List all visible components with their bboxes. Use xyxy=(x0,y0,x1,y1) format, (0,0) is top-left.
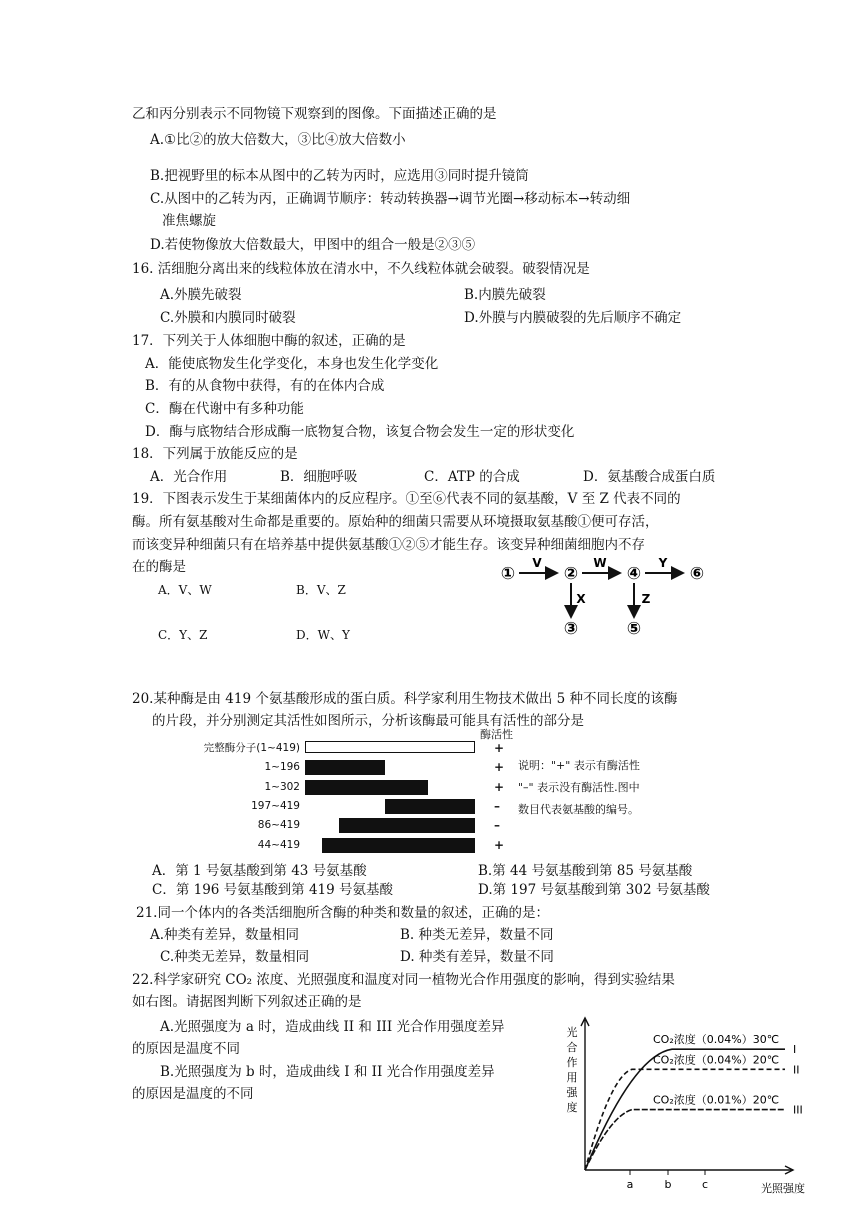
fragment-bar xyxy=(305,741,475,753)
series-name-III: III xyxy=(793,1103,803,1117)
x-axis-label: 光照强度 xyxy=(761,1182,805,1195)
node-6: ⑥ xyxy=(689,564,705,584)
q20-stem-line1: 20.某种酶是由 419 个氨基酸形成的蛋白质。科学家利用生物技术做出 5 种不同长度的该酶 xyxy=(132,691,678,707)
series-name-I: I xyxy=(793,1043,797,1057)
enzyme-v-label: V xyxy=(532,556,542,570)
q20-option-c: C．第 196 号氨基酸到第 419 号氨基酸 xyxy=(152,882,394,898)
fragment-activity: + xyxy=(494,741,505,755)
y-axis-label-char: 作 xyxy=(566,1056,578,1069)
q18-option-c: C．ATP 的合成 xyxy=(424,469,520,485)
q15-option-d: D.若使物像放大倍数最大，甲图中的组合一般是②③⑤ xyxy=(150,237,476,253)
q15-stem-end: 乙和丙分别表示不同物镜下观察到的图像。下面描述正确的是 xyxy=(132,106,497,122)
node-1: ① xyxy=(500,564,516,584)
q17-option-b: B．有的从食物中获得，有的在体内合成 xyxy=(145,378,385,394)
q22-stem-line2: 如右图。请据图判断下列叙述正确的是 xyxy=(132,994,362,1010)
fragment-label: 86~419 xyxy=(257,819,300,832)
q15-option-c-line2: 准焦螺旋 xyxy=(162,213,216,229)
x-tick-label: b xyxy=(664,1178,672,1191)
q22-stem-line1: 22.科学家研究 CO₂ 浓度、光照强度和温度对同一植物光合作用强度的影响，得到实验结果 xyxy=(132,972,675,988)
x-tick-label: c xyxy=(701,1178,709,1191)
y-axis-label-char: 用 xyxy=(566,1071,578,1084)
y-axis-label-char: 合 xyxy=(566,1041,578,1054)
q20-option-d: D.第 197 号氨基酸到第 302 号氨基酸 xyxy=(478,882,710,898)
enzyme-z-label: Z xyxy=(641,592,651,606)
y-axis-label-char: 强 xyxy=(566,1086,578,1099)
fragment-bar xyxy=(305,780,428,795)
y-axis-label-char: 度 xyxy=(566,1101,578,1114)
q19-stem-line4: 在的酶是 xyxy=(132,559,186,575)
fragment-activity: – xyxy=(494,798,500,813)
fragment-label: 完整酶分子(1~419) xyxy=(203,742,300,754)
q16-option-b: B.内膜先破裂 xyxy=(464,287,546,303)
series-label-III: CO₂浓度（0.01%）20℃ xyxy=(653,1093,780,1107)
q16-option-c: C.外膜和内膜同时破裂 xyxy=(160,310,296,326)
q18-option-a: A．光合作用 xyxy=(150,469,228,485)
q17-option-d: D．酶与底物结合形成酶一底物复合物，该复合物会发生一定的形状变化 xyxy=(145,424,575,440)
q20-stem-line2: 的片段，并分别测定其活性如图所示，分析该酶最可能具有活性的部分是 xyxy=(152,713,584,729)
q18-option-d: D．氨基酸合成蛋白质 xyxy=(583,469,716,485)
fragment-bar xyxy=(322,838,475,853)
q18-option-b: B．细胞呼吸 xyxy=(280,469,358,485)
q20-option-b: B.第 44 号氨基酸到第 85 号氨基酸 xyxy=(478,863,693,879)
q21-option-d: D. 种类有差异，数量不同 xyxy=(400,949,554,965)
fragment-activity: – xyxy=(494,818,500,833)
fragment-label: 44~419 xyxy=(257,838,300,851)
series-label-II: CO₂浓度（0.04%）20℃ xyxy=(653,1053,780,1067)
activity-column-header: 酶活性 xyxy=(480,728,513,741)
q22-option-b-line2: 的原因是温度的不同 xyxy=(132,1086,254,1102)
node-4: ④ xyxy=(626,564,642,584)
q19-stem-line1: 19．下图表示发生于某细菌体内的反应程序。①至⑥代表不同的氨基酸，V 至 Z 代表不同的 xyxy=(132,491,681,507)
q21-stem: 21.同一个体内的各类活细胞所含酶的种类和数量的叙述，正确的是： xyxy=(136,905,549,921)
q21-option-b: B. 种类无差异，数量不同 xyxy=(400,927,554,943)
x-tick-label: a xyxy=(626,1178,634,1191)
q19-option-c: C．Y、Z xyxy=(158,628,208,642)
q21-option-a: A.种类有差异，数量相同 xyxy=(150,927,300,943)
q19-stem-line2: 酶。所有氨基酸对生命都是重要的。原始种的细菌只需要从环境摄取氨基酸①便可存活， xyxy=(132,514,659,530)
legend-note-line3: 数目代表氨基酸的编号。 xyxy=(518,803,639,816)
q21-option-c: C.种类无差异，数量相同 xyxy=(160,949,310,965)
q17-stem: 17．下列关于人体细胞中酶的叙述，正确的是 xyxy=(132,333,406,349)
q17-option-c: C．酶在代谢中有多种功能 xyxy=(145,401,304,417)
fragment-activity: + xyxy=(494,779,505,794)
fragment-label: 197~419 xyxy=(251,799,300,812)
q16-stem: 16. 活细胞分离出来的线粒体放在清水中，不久线粒体就会破裂。破裂情况是 xyxy=(132,261,590,277)
q19-option-a: A．V、W xyxy=(158,583,212,597)
q15-option-a: A.①比②的放大倍数大，③比④放大倍数小 xyxy=(150,132,406,148)
node-3: ③ xyxy=(563,619,579,639)
enzyme-x-label: X xyxy=(576,592,586,606)
enzyme-y-label: Y xyxy=(658,556,668,570)
fragment-label: 1~196 xyxy=(264,761,300,774)
legend-note-line2: "–" 表示没有酶活性.图中 xyxy=(518,781,640,794)
q17-option-a: A．能使底物发生化学变化，本身也发生化学变化 xyxy=(145,356,439,372)
fragment-bar xyxy=(305,760,385,775)
enzyme-w-label: W xyxy=(593,556,607,570)
enzyme-pathway-diagram xyxy=(495,555,715,640)
node-2: ② xyxy=(563,564,579,584)
q16-option-d: D.外膜与内膜破裂的先后顺序不确定 xyxy=(464,310,682,326)
q19-option-d: D．W、Y xyxy=(296,628,350,642)
fragment-label: 1~302 xyxy=(264,780,300,793)
photosynthesis-chart xyxy=(560,1018,820,1210)
q20-option-a: A．第 1 号氨基酸到第 43 号氨基酸 xyxy=(152,863,367,879)
fragment-activity: + xyxy=(494,760,505,775)
fragment-bar xyxy=(339,818,475,833)
q19-stem-line3: 而该变异种细菌只有在培养基中提供氨基酸①②⑤才能生存。该变异种细菌细胞内不存 xyxy=(132,537,645,553)
y-axis-label-char: 光 xyxy=(566,1026,578,1039)
q19-option-b: B．V、Z xyxy=(296,583,346,597)
q22-option-b-line1: B.光照强度为 b 时，造成曲线 I 和 II 光合作用强度差异 xyxy=(160,1064,495,1080)
fragment-activity: + xyxy=(494,837,505,852)
legend-note-line1: 说明："+" 表示有酶活性 xyxy=(518,759,640,772)
series-line-II xyxy=(585,1069,785,1170)
q18-stem: 18．下列属于放能反应的是 xyxy=(132,446,298,462)
q15-option-b: B.把视野里的标本从图中的乙转为丙时，应选用③同时提升镜筒 xyxy=(150,168,529,184)
series-name-II: II xyxy=(793,1063,800,1077)
series-line-III xyxy=(585,1110,785,1170)
q16-option-a: A.外膜先破裂 xyxy=(160,287,242,303)
q22-option-a-line1: A.光照强度为 a 时，造成曲线 II 和 III 光合作用强度差异 xyxy=(160,1019,505,1035)
q15-option-c-line1: C.从图中的乙转为丙，正确调节顺序：转动转换器→调节光圈→移动标本→转动细 xyxy=(150,191,631,207)
q22-option-a-line2: 的原因是温度不同 xyxy=(132,1041,240,1057)
series-label-I: CO₂浓度（0.04%）30℃ xyxy=(653,1033,780,1047)
fragment-bar xyxy=(385,799,475,814)
node-5: ⑤ xyxy=(626,619,642,639)
